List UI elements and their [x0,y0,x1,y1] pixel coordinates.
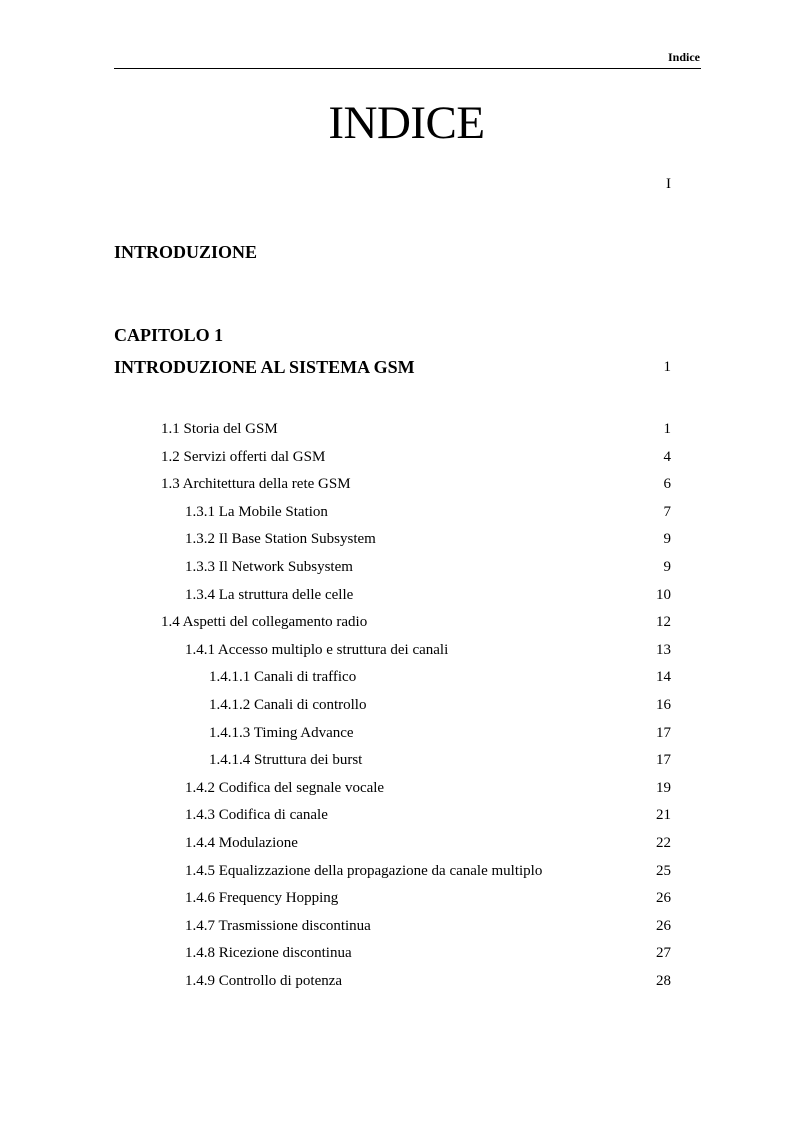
chapter-number: CAPITOLO 1 [114,325,224,345]
toc-entry-label: 1.4.1.3 Timing Advance [209,724,354,741]
toc-entry[interactable] [185,587,671,607]
toc-entry-label: 1.4.1 Accesso multiplo e struttura dei canali [185,641,449,658]
toc-entry[interactable] [185,945,671,965]
toc-entry[interactable] [185,504,671,524]
toc-entry-label: 1.2 Servizi offerti dal GSM [161,448,326,465]
toc-entry-label: 1.4.6 Frequency Hopping [185,890,339,907]
toc-entry-page: 4 [663,448,671,465]
toc-entry-page: 13 [656,641,671,658]
toc-entry-label: 1.4.1.1 Canali di traffico [209,669,357,686]
toc-chapter-1[interactable] [114,357,671,381]
toc-entry-label: 1.4.1.4 Struttura dei burst [209,752,363,769]
toc-entry[interactable] [185,531,671,551]
toc-entry-page: 19 [656,779,671,796]
toc-entry-page: 21 [656,807,671,824]
toc-entry-page: 25 [656,862,671,879]
toc-entry-page: 26 [656,890,671,907]
toc-entry-label: 1.3.2 Il Base Station Subsystem [185,531,376,548]
toc-entry-label: 1.3.4 La struttura delle celle [185,586,354,603]
toc-entry[interactable] [161,614,671,634]
toc-entry[interactable] [185,863,671,883]
toc-entry-label: 1.3.1 La Mobile Station [185,503,328,520]
toc-entry-page: 9 [663,531,671,548]
toc-entry-page: 17 [656,724,671,741]
toc-entry-label: 1.4.2 Codifica del segnale vocale [185,779,385,796]
toc-entry-page: 7 [663,503,671,520]
toc-entry[interactable] [185,835,671,855]
toc-entry-label: 1.4.4 Modulazione [185,835,298,851]
toc-entry[interactable] [185,780,671,800]
toc-entry[interactable] [185,807,671,827]
toc-entry[interactable] [161,421,671,441]
toc-entry-page: 17 [656,752,671,769]
toc-entry[interactable] [185,559,671,579]
toc-entry-label: 1.4.9 Controllo di potenza [185,973,343,989]
toc-entry-page: 9 [663,559,671,575]
toc-entry-label: 1.4 Aspetti del collegamento radio [161,614,368,631]
toc-entry-label: 1.4.8 Ricezione discontinua [185,945,352,962]
roman-page-number[interactable]: I [666,176,671,192]
toc-entry-label: 1.4.3 Codifica di canale [185,807,328,824]
chapter-title: INTRODUZIONE AL SISTEMA GSM [114,357,415,377]
toc-entry[interactable] [185,918,671,938]
header-rule [114,68,701,69]
toc-entry-page: 12 [656,614,671,631]
toc-entry-label: 1.1 Storia del GSM [161,421,278,437]
toc-entry[interactable] [185,890,671,910]
toc-entry-page: 10 [656,586,671,603]
toc-entry-page: 28 [656,973,671,989]
toc-entry[interactable] [161,449,671,469]
toc-introduction[interactable]: INTRODUZIONE [114,242,258,262]
toc-entry-page: 22 [656,835,671,851]
running-head: Indice [667,50,700,64]
toc-entry[interactable] [209,669,671,689]
toc-entry-label: 1.3.3 Il Network Subsystem [185,559,353,575]
toc-entry-label: 1.4.7 Trasmissione discontinua [185,917,371,934]
toc-entry-page: 16 [656,697,671,713]
toc-entry[interactable] [161,476,671,496]
toc-entry[interactable] [185,973,671,993]
toc-entry[interactable] [209,697,671,717]
chapter-page-number: 1 [663,359,671,375]
toc-entry-label: 1.4.5 Equalizzazione della propagazione da canale multiplo [185,862,543,879]
toc-entry[interactable] [185,642,671,662]
toc-entry-page: 26 [656,917,671,934]
toc-entry-label: 1.3 Architettura della rete GSM [161,476,351,493]
toc-entry-page: 27 [656,945,671,962]
page-title: INDICE [328,97,485,149]
toc-entry[interactable] [209,752,671,772]
toc-entry-page: 6 [663,476,671,493]
toc-entry-page: 14 [656,669,671,686]
toc-entry-page: 1 [663,421,671,437]
toc-entry-label: 1.4.1.2 Canali di controllo [209,697,367,713]
toc-entry[interactable] [209,725,671,745]
